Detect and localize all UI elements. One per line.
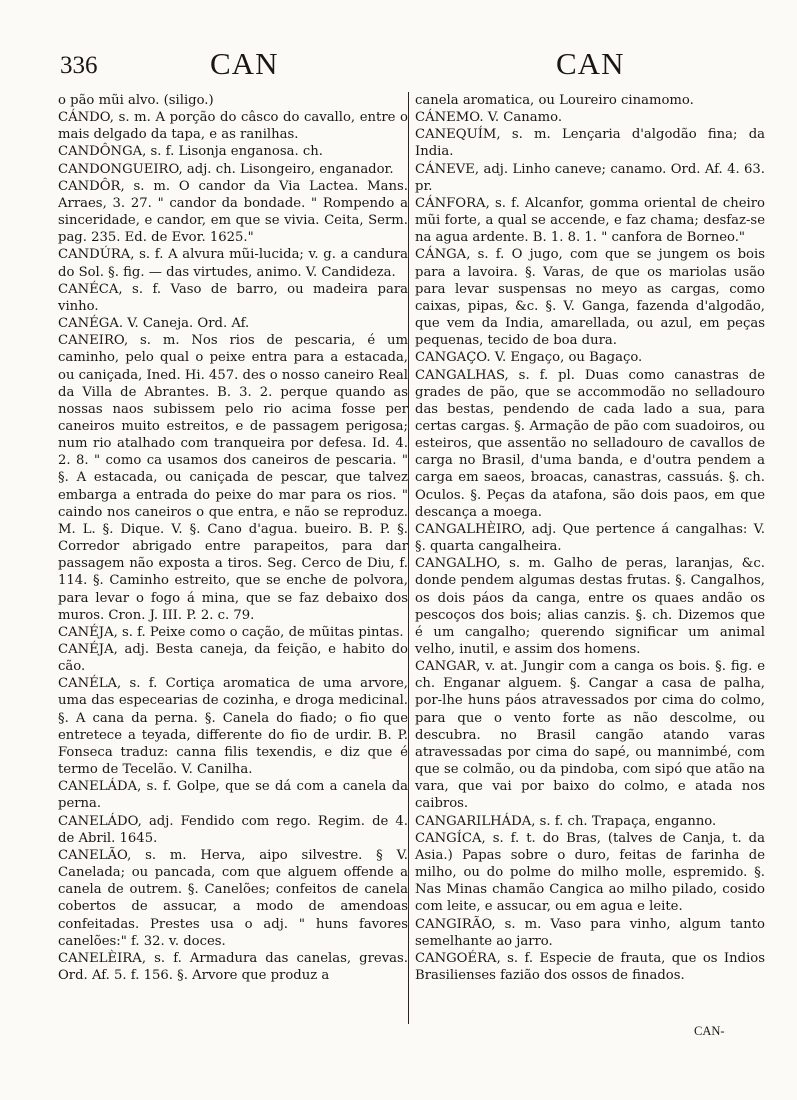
entry-caneca: CANÉCA, s. f. Vaso de barro, ou madeira para vinho. — [58, 281, 408, 314]
entry-canela: CANÉLA, s. f. Cortiça aromatica de uma arvore, uma das especearias de cozinha, e droga medicinal. §. A cana da perna. §. Canela do fiado; o fio que entretece a teyada, differente do fio de urdir. B. P. Fonseca traduz: canna filis texendis, e diz que é termo de Tecelão. V. Canilha. — [58, 676, 408, 778]
page-header — [60, 46, 750, 86]
entry-cangarilhada: CANGARILHÁDA, s. f. ch. Trapaça, enganno. — [415, 813, 717, 829]
left-column — [58, 92, 408, 984]
entry-canfora: CÁNFORA, s. f. Alcanfor, gomma oriental de cheiro mũi forte, a qual se accende, e faz chama; desfaz-se na agua ardente. B. 1. 8. 1. " canfora de Borneo." — [415, 195, 765, 246]
entry-caneja-noun: CANÉJA, s. f. Peixe como o cação, de mũitas pintas. — [58, 624, 404, 640]
entry-canelao: CANELÃO, s. m. Herva, aipo silvestre. § V. Canelada; ou pancada, com que alguem offende a canela de outrem. §. Canelões; confeitos de canela cobertos de assucar, a modo de amendoas confeitadas. Prestes usa o adj. " huns favores canelões:" f. 32. v. doces. — [58, 847, 408, 949]
right-running-headword: CAN — [556, 46, 625, 81]
entry-cangaco: CANGAÇO. V. Engaço, ou Bagaço. — [415, 350, 643, 366]
entry-candongueiro: CANDONGUEIRO, adj. ch. Lisongeiro, enganador. — [58, 161, 394, 177]
entry-cangalhas: CANGALHAS, s. f. pl. Duas como canastras de grades de pão, que se accommodão no selladouro das bestas, pendendo de cada lado a sua, para certas cargas. §. Armação de pão com suadoiros, ou esteiros, que assentão no selladouro de cavallos de carga no Brasil, d'uma banda, e d'outra pendem a carga em saeos, broacas, canastras, cassuás. §. ch. Oculos. §. Peças da atafona, são dois paos, em que descança a moega. — [415, 367, 765, 520]
entry-candor: CANDÔR, s. m. O candor da Via Lactea. Mans. Arraes, 3. 27. " candor da bondade. " Rompendo a sinceridade, e candor, em que se vivia. Ceita, Serm. pag. 235. Ed. de Evor. 1625." — [58, 178, 408, 246]
entry-canelada: CANELÁDA, s. f. Golpe, que se dá com a canela da perna. — [58, 779, 408, 812]
entry-cangalheiro: CANGALHÈIRO, adj. Que pertence á cangalhas: V. §. quarta cangalheira. — [415, 521, 765, 555]
right-column — [415, 92, 765, 984]
page-number: 336 — [60, 52, 98, 79]
entry-cangoera: CANGOÉRA, s. f. Especie de frauta, que os Indios Brasilienses fazião dos ossos de finados. — [415, 950, 765, 983]
entry-candonga: CANDÔNGA, s. f. Lisonja enganosa. ch. — [58, 144, 323, 160]
entry-cangirao: CANGIRÃO, s. m. Vaso para vinho, algum tanto semelhante ao jarro. — [415, 916, 765, 949]
left-running-headword: CAN — [210, 46, 279, 81]
entry-continuation: canela aromatica, ou Loureiro cinamomo. — [415, 93, 694, 108]
entry-caneleira: CANELÈIRA, s. f. Armadura das canelas, grevas. Ord. Af. 5. f. 156. §. Arvore que produz a — [58, 950, 408, 983]
entry-canega: CANÉGA. V. Caneja. Ord. Af. — [58, 316, 250, 332]
entry-canga: CÁNGA, s. f. O jugo, com que se jungem os bois para a lavoira. §. Varas, de que os mariolas usão para levar suspensas no meyo as cargas, como caixas, pipas, &c. §. V. Ganga, fazenda d'algodão, que vem da India, amarellada, ou azul, em peças pequenas, tecido de boa dura. — [415, 247, 765, 349]
entry-candura: CANDÚRA, s. f. A alvura mũi-lucida; v. g. a candura do Sol. §. fig. — das virtudes, animo. V. Candideza. — [58, 247, 408, 280]
entry-cangalho: CANGALHO, s. m. Galho de peras, laranjas, &c. donde pendem algumas destas frutas. §. Cangalhos, os dois páos da canga, entre os quaes andão os pescoços dos bois; alias canzis. §. ch. Dizemos que é um cangalho; querendo significar um animal velho, inutil, e assim dos homens. — [415, 556, 765, 657]
entry-cangica: CANGÍCA, s. f. t. do Bras, (talves de Canja, t. da Asia.) Papas sobre o duro, feitas de farinha de milho, ou do polme do milho molle, espremido. §. Nas Minas chamão Cangica ao milho pilado, cosido com leite, e assucar, ou em agua e leite. — [415, 830, 765, 915]
entry-cangar: CANGAR, v. at. Jungir com a canga os bois. §. fig. e ch. Enganar alguem. §. Cangar a casa de palha, por-lhe huns páos atravessados por cima do colmo, para que o vento forte as não descolme, ou descubra. no Brasil cangão atando varas atravessadas por cima do sapé, ou mannimbé, com que se colmão, ou da pindoba, com sipó que atão na vara, que vai por baixo do colmo, e atada nos caibros. — [415, 659, 765, 812]
entry-canemo: CÁNEMO. V. Canamo. — [415, 110, 563, 126]
entry-canelado: CANELÁDO, adj. Fendido com rego. Regim. de 4. de Abril. 1645. — [58, 813, 408, 846]
catchword: CAN- — [694, 1024, 725, 1038]
entry-canequim: CANEQUÍM, s. m. Lençaria d'algodão fina; da India. — [415, 127, 765, 160]
entry-caneiro: CANEIRO, s. m. Nos rios de pescaria, é um caminho, pelo qual o peixe entra para a estacada, ou caniçada, Ined. Hi. 457. des o nosso caneiro Real da Villa de Abrantes. B. 3. 2. perque quando as nossas naos subissem pelo rio acima fosse per caneiros muito estreitos, e de passagem perigosa; num rio atalhado com tranqueira por defesa. Id. 4. 2. 8. " como ca usamos dos caneiros de pescaria. " §. A estacada, ou caniçada de pescar, que talvez embarga a entrada do peixe do mar para os rios. " caindo nos caneiros o que entra, e não se reproduz. M. L. §. Dique. V. §. Cano d'agua. bueiro. B. P. §. Corredor abrigado entre parapeitos, para dar passagem não exposta a tiros. Seg. Cerco de Diu, f. 114. §. Caminho estreito, que se enche de polvora, para levar o fogo á mina, que se faz debaixo dos muros. Cron. J. III. P. 2. c. 79. — [58, 333, 408, 623]
entry-caneve: CÁNEVE, adj. Linho caneve; canamo. Ord. Af. 4. 63. pr. — [415, 161, 765, 194]
entry-caneja-adj: CANÉJA, adj. Besta caneja, da feição, e habito do cão. — [58, 642, 408, 675]
entry-cando: CÁNDO, s. m. A porção do câsco do cavallo, entre o mais delgado da tapa, e as ranilhas. — [58, 110, 408, 143]
column-divider — [408, 92, 409, 1024]
entry-continuation: o pão mũi alvo. (siligo.) — [58, 93, 214, 108]
